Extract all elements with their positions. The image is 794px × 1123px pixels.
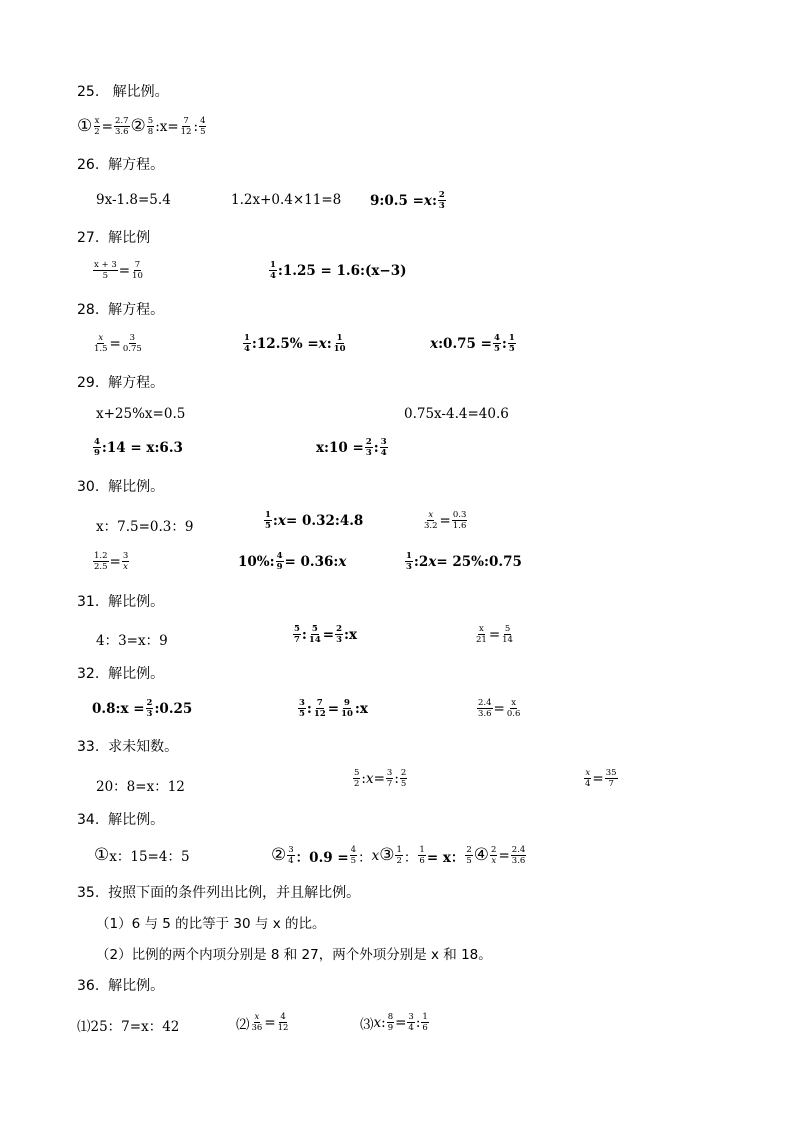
q34-eq2-4 (271, 845, 527, 866)
q31-eq2 (292, 624, 357, 645)
question-number: 35. (77, 885, 100, 901)
q30-eq5 (238, 551, 346, 572)
var-x: x (365, 770, 374, 787)
circle-number: ② (271, 845, 287, 865)
ratio-text: :x (155, 118, 168, 135)
var-x: x (338, 553, 347, 570)
equals: = (264, 1014, 276, 1031)
fraction: $\frac{3}{4}$ (408, 1012, 414, 1033)
eq-text: 10%: (238, 553, 275, 570)
q32-eq2 (297, 698, 368, 719)
q29-eq4 (316, 437, 389, 458)
colon: ： (403, 849, 418, 866)
eq-text: x:10 = (316, 439, 364, 456)
fraction: $\frac{9}{10}$ (341, 698, 353, 719)
equals: = (373, 770, 385, 787)
var-x: x (428, 553, 437, 570)
eq-text: = 0.36: (284, 553, 339, 570)
question-title: 解方程。 (108, 302, 165, 318)
circle-number: ① (94, 844, 110, 865)
fraction: $\frac{x}{4}$ (585, 768, 591, 789)
q31-eq3 (474, 624, 515, 645)
question-title: 解比例。 (108, 978, 165, 994)
question-title: 解比例 (108, 230, 151, 246)
fraction: $\frac{7}{10}$ (132, 260, 143, 281)
eq-text: = x： (426, 849, 465, 866)
fraction: $\frac{5}{8}$ (147, 116, 154, 137)
q27-eq2 (268, 260, 407, 281)
question-title: 解比例。 (108, 812, 165, 828)
q26-eq1: 9x-1.8=5.4 (96, 192, 171, 208)
equals: = (167, 118, 179, 135)
question-title: 解比例。 (108, 594, 165, 610)
fraction: $\frac{3}{5}$ (299, 698, 305, 719)
question-number: 26. (77, 157, 100, 173)
fraction: $\frac{2.4}{3.6}$ (478, 698, 492, 719)
fraction: $\frac{2.7}{3.6}$ (114, 116, 129, 137)
fraction: $\frac{5}{14}$ (502, 624, 513, 645)
paren-number: ⑶ (360, 1016, 374, 1033)
fraction: $\frac{2.4}{3.6}$ (511, 845, 526, 866)
fraction: $\frac{1}{6}$ (419, 845, 425, 866)
q30-eq1: x：7.5=0.3：9 (96, 519, 194, 535)
colon: : (193, 118, 199, 135)
question-number: 33. (77, 739, 100, 755)
eq-text: = 0.32:4.8 (285, 512, 364, 529)
equals: = (109, 335, 121, 352)
colon: : (431, 192, 437, 209)
fraction: $\frac{2}{3}$ (438, 190, 445, 211)
colon: : (361, 770, 366, 787)
fraction: $\frac{4}{12}$ (277, 1012, 289, 1033)
q32-heading (77, 665, 164, 683)
equals: = (109, 553, 121, 570)
question-title: 解方程。 (108, 375, 165, 391)
question-number: 30. (77, 479, 100, 495)
q34-eq1 (94, 845, 190, 865)
q29-eq1: x+25%x=0.5 (96, 406, 186, 422)
colon: : (394, 770, 399, 787)
question-number: 32. (77, 666, 100, 682)
q26-eq2: 1.2x+0.4×11=8 (231, 192, 342, 208)
q33-eq2 (352, 768, 408, 789)
equals: = (439, 512, 451, 529)
circle-number: ③ (379, 845, 395, 865)
colon: : (306, 700, 312, 717)
eq-text: :2 (413, 553, 429, 570)
fraction: $\frac{3}{4}$ (288, 845, 294, 866)
question-number: 36. (77, 978, 100, 994)
q25-heading (77, 83, 169, 101)
q30-eq6 (404, 551, 522, 572)
paren-number: ⑵ (236, 1016, 250, 1033)
fraction: $\frac{1.2}{2.5}$ (94, 551, 108, 572)
paren-number: ⑴ (77, 1019, 91, 1035)
q25-equations (77, 116, 207, 137)
colon: : (373, 439, 379, 456)
fraction: $\frac{2}{3}$ (365, 437, 372, 458)
q36-eq2 (236, 1012, 290, 1033)
fraction: $\frac{4}{5}$ (350, 845, 357, 866)
fraction: $\frac{1}{3}$ (406, 551, 412, 572)
fraction: $\frac{4}{9}$ (276, 551, 283, 572)
equals: = (488, 626, 501, 643)
var-x: x (373, 1014, 382, 1031)
circle-number: ② (130, 116, 146, 136)
q33-eq3 (583, 768, 619, 789)
q27-eq1 (92, 260, 145, 281)
fraction: $\frac{1}{5}$ (265, 510, 271, 531)
equals: = (322, 626, 335, 643)
fraction: $\frac{1}{5}$ (508, 333, 515, 354)
q33-eq1: 20：8=x：12 (96, 779, 185, 795)
q28-eq1 (92, 333, 144, 354)
q29-heading (77, 374, 164, 392)
eq-text: :0.75 = (438, 335, 492, 352)
q31-heading (77, 593, 164, 611)
q27-heading (77, 229, 150, 247)
fraction: $\frac{3}{4}$ (380, 437, 387, 458)
question-number: 27. (77, 230, 100, 246)
ratio-text: :x (354, 700, 368, 717)
question-number: 25. (77, 84, 100, 100)
var-x: x (430, 335, 439, 352)
q28-eq2 (242, 333, 348, 354)
var-x: x (423, 192, 432, 209)
fraction: $\frac{x}{21}$ (476, 624, 487, 645)
eq-text: 0.8:x = (92, 700, 145, 717)
question-number: 34. (77, 812, 100, 828)
q31-eq1: 4：3=x：9 (96, 633, 168, 649)
q36-eq1 (77, 1015, 179, 1035)
q28-heading (77, 301, 164, 319)
q30-heading (77, 478, 164, 496)
fraction: $\frac{5}{14}$ (308, 624, 321, 645)
fraction: $\frac{5}{7}$ (294, 624, 300, 645)
circle-number: ④ (473, 845, 490, 865)
eq-text: ：0.9 = (295, 849, 349, 866)
q35-line1: （1）6 与 5 的比等于 30 与 x 的比。 (96, 916, 326, 932)
equals: = (592, 770, 604, 787)
var-x: x (318, 335, 327, 352)
q29-eq3 (92, 437, 183, 458)
colon: : (272, 512, 278, 529)
colon: : (415, 1014, 421, 1031)
colon: : (301, 626, 307, 643)
colon: ： (358, 849, 372, 866)
equals: = (493, 700, 505, 717)
fraction: $\frac{35}{7}$ (605, 768, 617, 789)
question-title: 求未知数。 (108, 739, 179, 755)
eq-text: :12.5% = (251, 335, 319, 352)
fraction: $\frac{x + 3}{5}$ (94, 260, 117, 281)
colon: : (326, 335, 332, 352)
fraction: $\frac{1}{4}$ (270, 260, 276, 281)
eq-text: :1.25 = 1.6:(x−3) (277, 262, 407, 279)
fraction: $\frac{x}{1.5}$ (94, 333, 108, 354)
q32-eq1 (92, 698, 192, 719)
fraction: $\frac{4}{5}$ (493, 333, 500, 354)
eq-text: x：15=4：5 (109, 849, 190, 865)
q30-eq2 (263, 510, 363, 531)
q28-eq3 (430, 333, 517, 354)
question-title: 解比例。 (112, 84, 169, 100)
eq-text: :14 = x:6.3 (101, 439, 183, 456)
fraction: $\frac{0.3}{1.6}$ (452, 510, 467, 531)
eq-text: :0.25 (154, 700, 193, 717)
fraction: $\frac{3}{x}$ (122, 551, 129, 572)
question-title: 解比例。 (108, 666, 165, 682)
q30-eq3 (422, 510, 468, 531)
question-title: 解比例。 (108, 479, 165, 495)
fraction: $\frac{8}{9}$ (387, 1012, 394, 1033)
q26-heading (77, 156, 164, 174)
fraction: $\frac{1}{6}$ (422, 1012, 428, 1033)
q32-eq3 (476, 698, 522, 719)
question-title: 解方程。 (108, 157, 165, 173)
equals: = (327, 700, 340, 717)
ratio-text: :x (343, 626, 358, 643)
question-number: 29. (77, 375, 100, 391)
fraction: $\frac{x}{36}$ (251, 1012, 263, 1033)
circle-number: ① (77, 116, 93, 136)
fraction: $\frac{4}{9}$ (94, 437, 100, 458)
q35-line2: （2）比例的两个内项分别是 8 和 27，两个外项分别是 x 和 18。 (96, 947, 492, 963)
fraction: $\frac{4}{5}$ (200, 116, 206, 137)
equals: = (498, 847, 510, 864)
fraction: $\frac{2}{3}$ (146, 698, 153, 719)
fraction: $\frac{2}{5}$ (466, 845, 472, 866)
q33-heading (77, 738, 178, 756)
fraction: $\frac{x}{2}$ (94, 116, 100, 137)
question-number: 31. (77, 594, 100, 610)
fraction: $\frac{2}{3}$ (336, 624, 342, 645)
q26-eq3 (370, 190, 447, 211)
fraction: $\frac{1}{4}$ (244, 333, 250, 354)
fraction: $\frac{3}{0.75}$ (122, 333, 142, 354)
fraction: $\frac{7}{12}$ (180, 116, 192, 137)
equals: = (101, 118, 113, 135)
question-title: 按照下面的条件列出比例，并且解比例。 (108, 885, 361, 901)
fraction: $\frac{x}{0.6}$ (506, 698, 521, 719)
q34-heading (77, 811, 164, 829)
fraction: $\frac{x}{3.2}$ (424, 510, 438, 531)
equals: = (118, 262, 131, 279)
fraction: $\frac{5}{2}$ (354, 768, 360, 789)
q36-heading (77, 977, 164, 995)
eq-text: 9:0.5 = (370, 192, 424, 209)
fraction: $\frac{3}{7}$ (386, 768, 393, 789)
fraction: $\frac{1}{10}$ (333, 333, 346, 354)
fraction: $\frac{2}{x}$ (491, 845, 497, 866)
fraction: $\frac{1}{2}$ (396, 845, 402, 866)
q36-eq3 (360, 1012, 430, 1033)
var-x: x (277, 512, 286, 529)
eq-text: 25：7=x：42 (90, 1019, 180, 1035)
eq-text: = 25%:0.75 (436, 553, 522, 570)
fraction: $\frac{7}{12}$ (313, 698, 326, 719)
question-number: 28. (77, 302, 100, 318)
fraction: $\frac{2}{5}$ (400, 768, 407, 789)
q29-eq2: 0.75x-4.4=40.6 (404, 406, 509, 422)
colon: : (381, 1014, 386, 1031)
q30-eq4 (92, 551, 130, 572)
var-x: x (371, 847, 380, 864)
equals: = (395, 1014, 407, 1031)
colon: : (501, 335, 507, 352)
q35-heading (77, 884, 360, 902)
